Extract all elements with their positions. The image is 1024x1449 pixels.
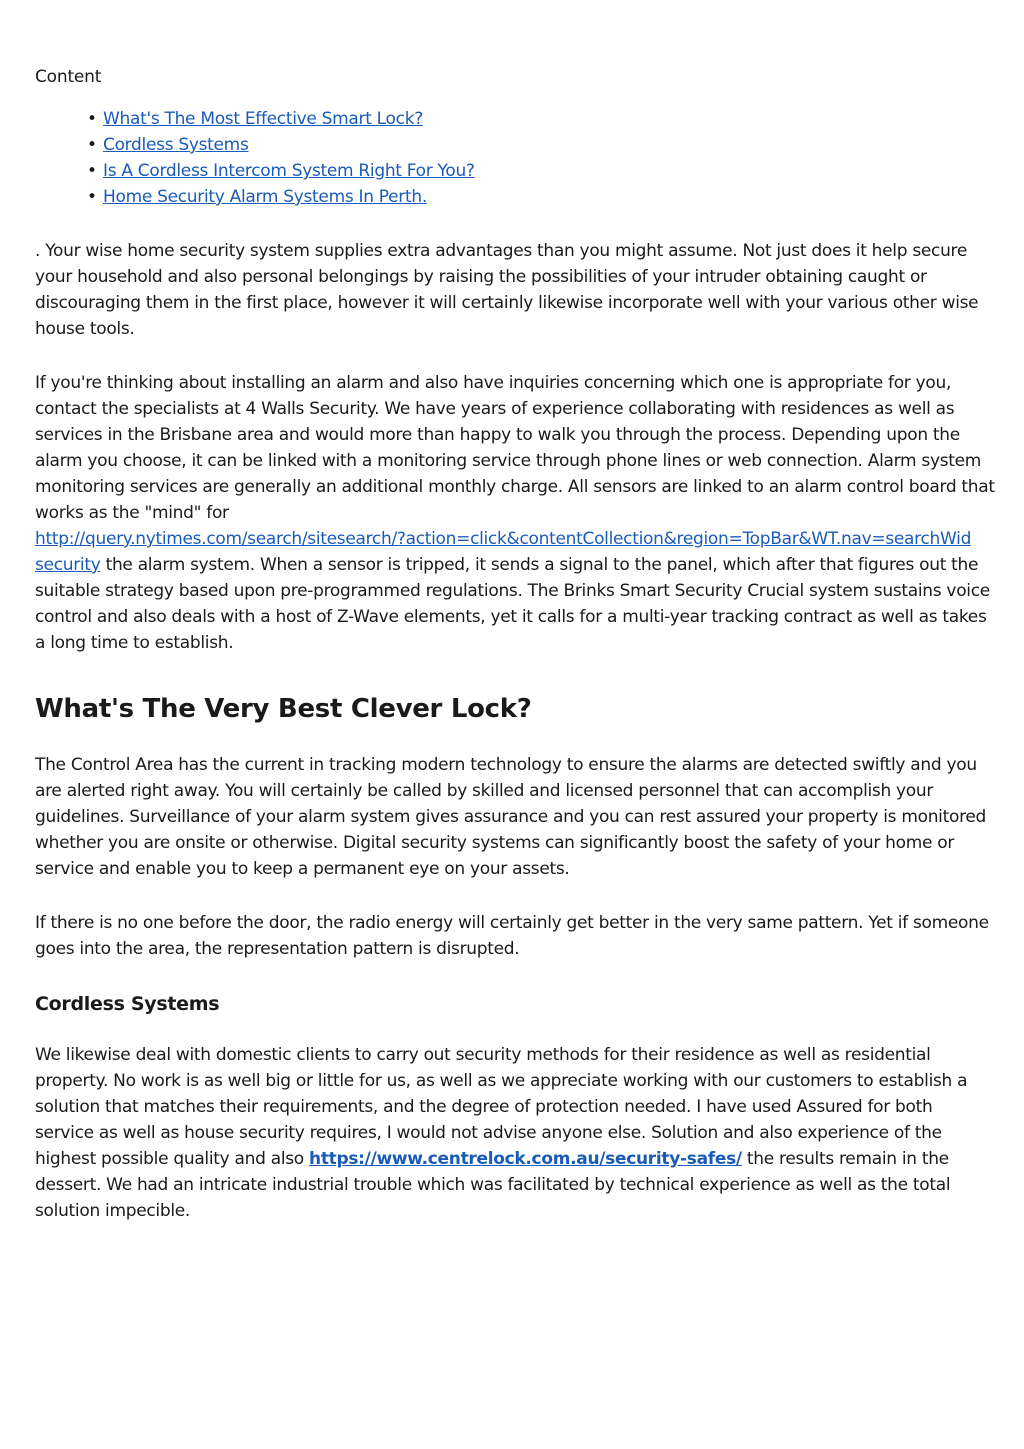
paragraph-domestic-text-before: We likewise deal with domestic clients to carry out security methods for their residence as well as residential property. No work is as well big or little for us, as well as we appreciate working with our customers to establish a solution that matches their requirements, and the degree of protection needed. I have used Assured for both service as well as house security requires, I would not advise anyone else. Solution and also experience of the highest possible quality and also — [35, 1045, 968, 1169]
paragraph-alarm-text-before: If you're thinking about installing an alarm and also have inquiries concerning which one is appropriate for you, contact the specialists at 4 Walls Security. We have years of experience collaborating with residences as well as services in the Brisbane area and would more than happy to walk you through the process. Depending upon the alarm you choose, it can be linked with a monitoring service through phone lines or web connection. Alarm system monitoring services are generally an additional monthly charge. All sensors are linked to an alarm control board that works as the "mind" for — [35, 373, 995, 523]
nytimes-link[interactable]: http://query.nytimes.com/search/sitesearch/?action=click&contentCollection&region=TopBar&WT.nav=searchWid — [35, 529, 972, 549]
toc-link-intercom[interactable]: Is A Cordless Intercom System Right For You? — [103, 161, 475, 181]
paragraph-control-area: The Control Area has the current in tracking modern technology to ensure the alarms are detected swiftly and you are alerted right away. You will certainly be called by skilled and licensed personnel that can accomplish your guidelines. Surveillance of your alarm system gives assurance and you can rest assured your property is monitored whether you are onsite or otherwise. Digital security systems can significantly boost the safety of your home or service and enable you to keep a permanent eye on your assets. — [35, 755, 987, 879]
section-heading-clever-lock: What's The Very Best Clever Lock? — [35, 694, 532, 724]
nytimes-link-continued[interactable]: security — [35, 555, 101, 575]
section-heading-cordless: Cordless Systems — [35, 993, 220, 1015]
document-page — [35, 64, 995, 1252]
toc-list — [35, 106, 995, 210]
paragraph-domestic-text-after: the results remain in the dessert. We had an intricate industrial trouble which was facilitated by technical experience as well as the total solution impecible. — [35, 1149, 951, 1221]
toc-link-smart-lock[interactable]: What's The Most Effective Smart Lock? — [103, 109, 423, 129]
paragraph-intro: . Your wise home security system supplies extra advantages than you might assume. Not just does it help secure your household and also personal belongings by raising the possibilities of your intruder obtaining caught or discouraging them in the first place, however it will certainly likewise incorporate well with your various other wise house tools. — [35, 241, 979, 339]
paragraph-domestic — [35, 1042, 995, 1224]
toc-item — [87, 132, 995, 158]
toc-title: Content — [35, 67, 102, 87]
centrelock-link[interactable]: https://www.centrelock.com.au/security-safes/ — [309, 1149, 742, 1169]
toc-item — [87, 106, 995, 132]
paragraph-alarm-text-after: the alarm system. When a sensor is tripped, it sends a signal to the panel, which after that figures out the suitable strategy based upon pre-programmed regulations. The Brinks Smart Security Crucial system sustains voice control and also deals with a host of Z-Wave elements, yet it calls for a multi-year tracking contract as well as takes a long time to establish. — [35, 555, 990, 653]
paragraph-alarm — [35, 370, 995, 656]
toc-item — [87, 158, 995, 184]
toc-link-perth[interactable]: Home Security Alarm Systems In Perth. — [103, 187, 427, 207]
paragraph-radio-energy: If there is no one before the door, the radio energy will certainly get better in the very same pattern. Yet if someone goes into the area, the representation pattern is disrupted. — [35, 913, 989, 959]
toc-item — [87, 184, 995, 210]
toc-link-cordless-systems[interactable]: Cordless Systems — [103, 135, 249, 155]
